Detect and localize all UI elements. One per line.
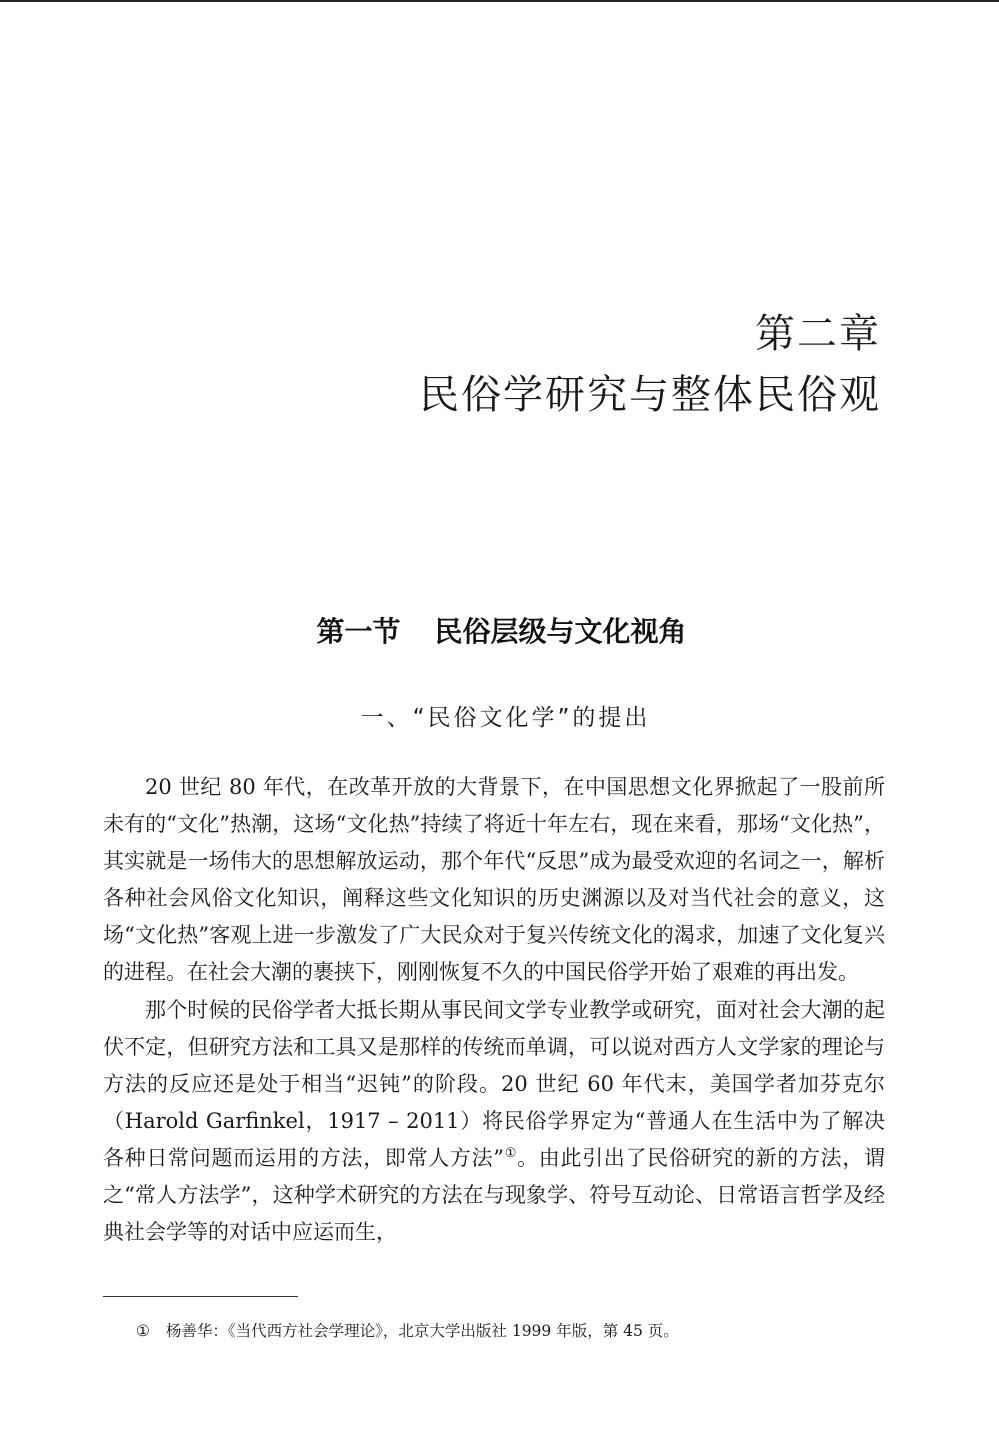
paragraph-1: 20 世纪 80 年代，在改革开放的大背景下，在中国思想文化界掀起了一股前所未有的“文化”热潮，这场“文化热”持续了将近十年左右，现在来看，那场“文化热”，其实就是一场伟大的思想解放运动，那个年代“反思”成为最受欢迎的名词之一，解析各种社会风俗文化知识，阐释这些文化知识的历史渊源以及对当代社会的意义，这场“文化热”客观上进一步激发了广大民众对于复兴传统文化的渴求，加速了文化复兴的进程。在社会大潮的裹挟下，刚刚恢复不久的中国民俗学开始了艰难的再出发。 [103,775,885,985]
chapter-title: 民俗学研究与整体民俗观 [419,372,881,418]
chapter-number: 第二章 [755,311,881,357]
body-text [103,769,885,1251]
paragraph-2 [103,992,885,1252]
page-top-rule [0,0,999,2]
section-label: 第一节 [316,615,401,648]
subsection-heading: 一、“民俗文化学”的提出 [360,705,651,731]
footnote-divider [103,1296,298,1297]
paragraph-2-part-2: 。由此引出了民俗研究的新的方法，谓之“常人方法学”，这种学术研究的方法在与现象学、符号互动论、日常语言哲学及经典社会学等的对话中应运而生， [103,1145,886,1245]
section-title: 民俗层级与文化视角 [434,615,687,648]
footnote [136,1318,679,1344]
footnote-reference[interactable]: ① [504,1145,518,1161]
footnote-mark: ① [136,1322,150,1340]
footnote-text: 杨善华：《当代西方社会学理论》，北京大学出版社 1999 年版，第 45 页。 [165,1322,679,1340]
section-heading [0,612,999,652]
paragraph-2-part-1: 那个时候的民俗学者大抵长期从事民间文学专业教学或研究，面对社会大潮的起伏不定，但研究方法和工具又是那样的传统而单调，可以说对西方人文学家的理论与方法的反应还是处于相当“迟钝”的阶段。20 世纪 60 年代末，美国学者加芬克尔（Harold Garfinkel，1917 – 2011）将民俗学界定为“普通人在生活中为了解决各种日常问题而运用的方法，即常人方法” [103,997,885,1170]
